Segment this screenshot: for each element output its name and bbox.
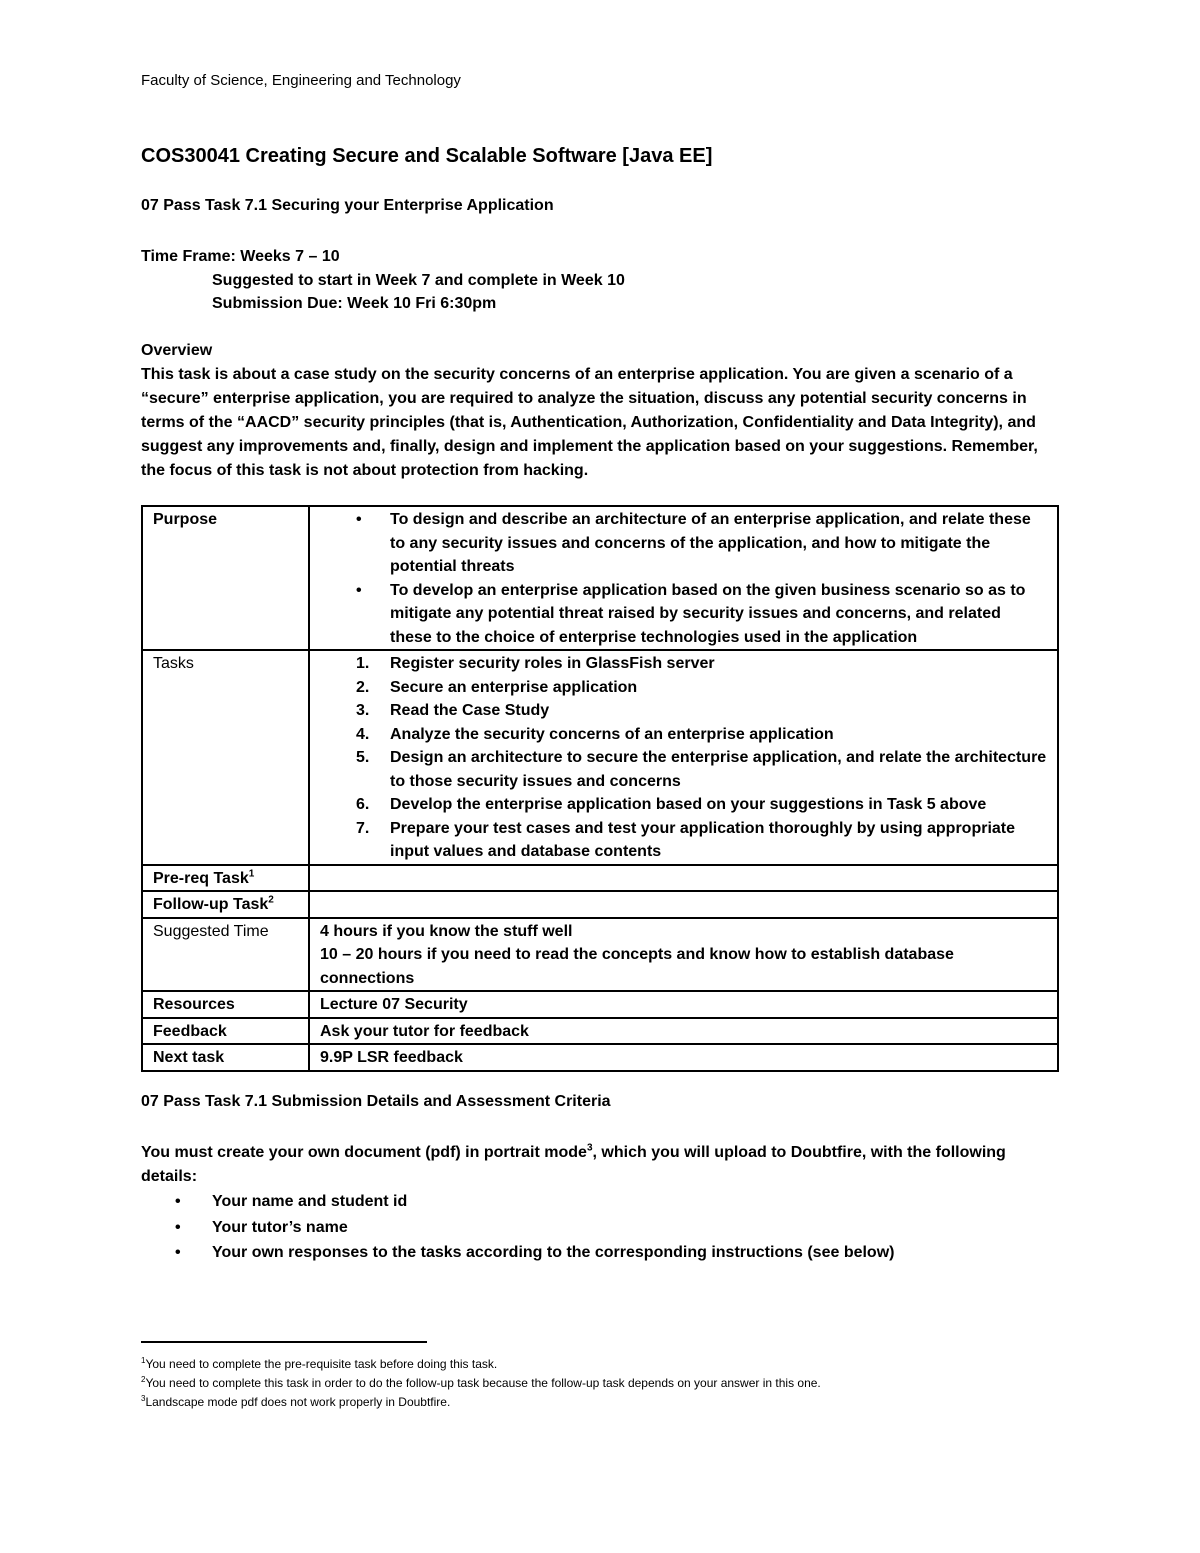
resources-value: Lecture 07 Security [309,991,1058,1018]
followup-value [309,891,1058,918]
submission-intro-b: , which you will upload to Doubtfire, with the following details: [141,1144,1006,1185]
footnote-text: You need to complete the pre-requisite task before doing this task. [145,1357,498,1371]
task-item [320,793,1047,817]
footnote-ref-1: 1 [248,868,255,880]
suggested-time-label: Suggested Time [142,918,309,992]
submission-details-list [141,1189,1061,1266]
footnote-ref-3: 3 [586,1142,593,1154]
prereq-label [142,865,309,892]
purpose-label: Purpose [142,506,309,650]
footnote [141,1374,821,1393]
suggested-time-value [309,918,1058,992]
footnote-text: Landscape mode pdf does not work properly in Doubtfire. [145,1395,451,1409]
task-item [320,723,1047,747]
task-text: Secure an enterprise application [390,678,638,696]
task-number: 6. [356,796,370,813]
footnote [141,1355,821,1374]
task-title: 07 Pass Task 7.1 Securing your Enterprise Application [141,197,554,214]
overview-section [141,339,1061,483]
feedback-value: Ask your tutor for feedback [309,1018,1058,1045]
footnote-number: 3 [141,1394,146,1403]
tasks-label: Tasks [142,650,309,865]
task-item [320,699,1047,723]
time-frame [141,245,625,316]
task-text: Read the Case Study [390,702,550,719]
prereq-label-text: Pre-req Task [153,869,249,887]
task-number: 5. [356,749,370,766]
footnote [141,1393,821,1412]
table-row-purpose [142,506,1058,650]
footnote-ref-2: 2 [268,894,274,906]
task-item [320,746,1047,793]
prereq-value [309,865,1058,892]
task-item [320,817,1047,864]
table-row-tasks [142,650,1058,865]
footnotes [141,1355,821,1412]
table-row-next-task [142,1044,1058,1071]
time-frame-suggested: Suggested to start in Week 7 and complete in Week 10 [212,271,625,289]
table-row-resources [142,991,1058,1018]
faculty-header: Faculty of Science, Engineering and Technology [141,72,461,89]
followup-label-text: Follow-up Task [153,896,269,913]
task-number: 1. [356,655,370,672]
resources-label: Resources [142,991,309,1018]
submission-title: 07 Pass Task 7.1 Submission Details and Assessment Criteria [141,1093,611,1110]
task-number: 2. [356,678,370,696]
tasks-value [309,650,1058,865]
feedback-label: Feedback [142,1018,309,1045]
overview-body: This task is about a case study on the security concerns of an enterprise application. You are given a scenario of a “secure” enterprise application, you are required to analyze the situation, discuss any potential security concerns in terms of the “AACD” security principles (that is, Authentication, Authorization, Confidentiality and Data Integrity), and suggest any improvements and, finally, design and implement the application based on your suggestions. Remember, the focus of this task is not about protection from hacking. [141,366,1038,479]
footnote-number: 2 [141,1375,146,1384]
next-task-value: 9.9P LSR feedback [309,1044,1058,1071]
task-number: 7. [356,819,370,837]
table-row-prereq [142,865,1058,892]
task-text: Register security roles in GlassFish server [390,655,715,672]
task-info-table [141,505,1059,1072]
table-row-feedback [142,1018,1058,1045]
table-row-followup [142,891,1058,918]
followup-label [142,891,309,918]
task-text: Prepare your test cases and test your application thoroughly by using appropriate input values and database contents [390,819,1016,860]
footnote-separator [141,1341,427,1343]
task-number: 4. [356,725,370,743]
time-frame-weeks: Time Frame: Weeks 7 – 10 [141,248,340,265]
suggested-time-line: 4 hours if you know the stuff well [320,922,573,940]
submission-detail-item: • Your name and student id [141,1189,1061,1215]
submission-detail-item: • Your tutor’s name [141,1215,1061,1241]
purpose-item: • To develop an enterprise application based on the given business scenario so as to mitigate any potential threat raised by security issues and concerns, and related these to the choice of enterprise technologies used in the application [320,579,1047,650]
submission-intro [141,1141,1061,1189]
task-text: Analyze the security concerns of an enterprise application [390,725,834,743]
purpose-list [320,508,1047,649]
task-item [320,652,1047,676]
task-item [320,676,1047,700]
tasks-list [320,652,1047,864]
suggested-time-line: 10 – 20 hours if you need to read the concepts and know how to establish database connections [320,946,954,987]
footnote-number: 1 [141,1356,146,1365]
submission-intro-a: You must create your own document (pdf) in portrait mode [141,1144,587,1161]
table-row-suggested-time [142,918,1058,992]
footnote-text: You need to complete this task in order to do the follow-up task because the follow-up task depends on your answer in this one. [145,1376,821,1390]
document-title: COS30041 Creating Secure and Scalable Software [Java EE] [141,145,713,167]
next-task-label: Next task [142,1044,309,1071]
purpose-item: • To design and describe an architecture of an enterprise application, and relate these to any security issues and concerns of the application, and how to mitigate the potential threats [320,508,1047,579]
task-text: Design an architecture to secure the enterprise application, and relate the architecture to those security issues and concerns [390,749,1047,790]
submission-section [141,1141,1061,1266]
time-frame-due: Submission Due: Week 10 Fri 6:30pm [212,295,497,312]
submission-detail-item: • Your own responses to the tasks according to the corresponding instructions (see below) [141,1240,1061,1266]
task-number: 3. [356,702,370,719]
overview-heading: Overview [141,342,213,359]
task-text: Develop the enterprise application based on your suggestions in Task 5 above [390,796,987,813]
purpose-value [309,506,1058,650]
